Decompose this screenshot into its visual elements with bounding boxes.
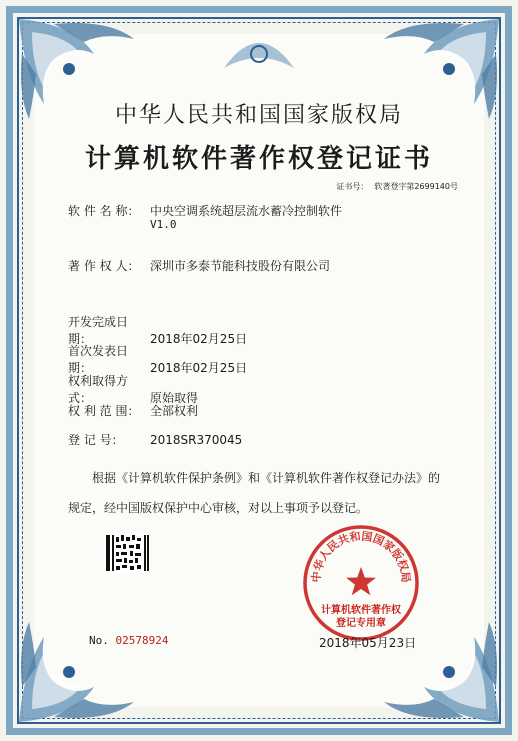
field-label: 著 作 权 人： (68, 259, 140, 273)
issuer-title: 中华人民共和国国家版权局 (114, 103, 403, 128)
statement-line-2: 规定，经中国版权保护中心审核，对以上事项予以登记。 (68, 501, 369, 515)
field-value: 原始取得 (150, 391, 199, 405)
software-version: V1.0 (150, 218, 177, 231)
field-software-name (68, 202, 342, 219)
seal-center-line-2: 登记专用章 (336, 618, 386, 629)
field-acquisition-method (68, 372, 198, 406)
field-value: 2018年02月25日 (150, 332, 248, 346)
field-copyright-owner (68, 257, 330, 274)
top-medallion (219, 28, 299, 72)
field-value: 2018SR370045 (150, 433, 243, 447)
field-value: 2018年02月25日 (150, 361, 248, 375)
serial-prefix: No. (89, 634, 109, 647)
field-label: 开发完成日期： (68, 315, 129, 346)
seal-center-line-1: 计算机软件著作权 (321, 605, 401, 616)
field-value: 全部权利 (150, 404, 199, 418)
field-label: 权利取得方式： (68, 374, 129, 405)
serial-value: 02578924 (115, 634, 169, 647)
certificate-number (330, 181, 458, 192)
certificate-number-label: 证书号： (336, 182, 369, 191)
serial-number (89, 634, 168, 647)
field-publication-date (68, 342, 247, 376)
certificate-title: 计算机软件著作权登记证书 (84, 144, 433, 174)
certificate-number-value: 软著登字第2699140号 (374, 182, 458, 191)
field-label: 登 记 号： (68, 433, 124, 447)
field-value: 中央空调系统超层流水蓄冷控制软件 (150, 204, 343, 218)
field-label: 首次发表日期： (68, 344, 129, 375)
field-label: 权 利 范 围： (68, 404, 140, 418)
field-value: 深圳市多泰节能科技股份有限公司 (150, 259, 331, 273)
field-registration-number (68, 431, 242, 448)
statement-line-1: 根据《计算机软件保护条例》和《计算机软件著作权登记办法》的 (92, 471, 441, 485)
field-rights-scope (68, 402, 198, 419)
seal-ring-text: 中华人民共和国国家版权局 (309, 529, 413, 584)
qr-code-icon (104, 533, 150, 573)
field-label: 软 件 名 称： (68, 204, 140, 218)
issue-date: 2018年05月23日 (319, 636, 417, 650)
